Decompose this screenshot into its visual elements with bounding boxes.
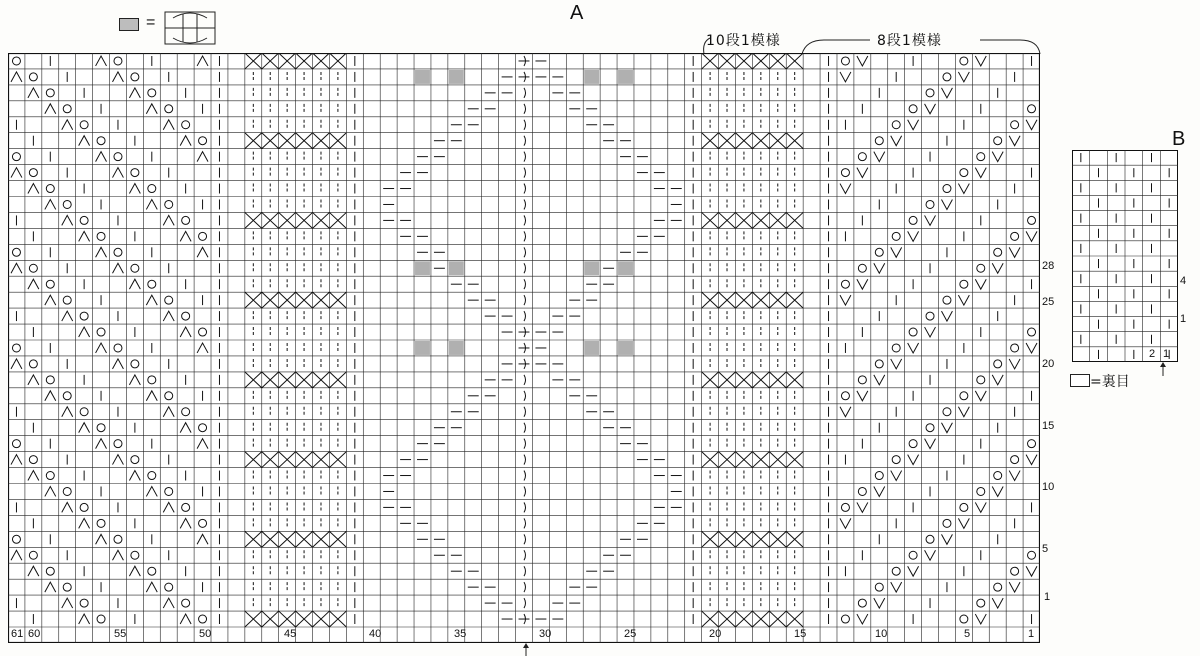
chart-a-label: A [570, 2, 584, 24]
stitch-number: 50 [199, 628, 212, 640]
gray-stitch-cell [449, 70, 464, 84]
row-number: 10 [1042, 481, 1055, 493]
chart-b-label: B [1172, 128, 1186, 150]
stitch-number: 1 [1028, 628, 1035, 640]
chart-b-row-number: 1 [1180, 313, 1187, 325]
stitch-number: 40 [369, 628, 382, 640]
chart-b-stitch-number: 1 [1163, 348, 1170, 360]
chart-b-row-number: 4 [1180, 275, 1187, 287]
cable-symbol-icon [163, 8, 217, 48]
chart-a-row-numbers [1040, 53, 1060, 643]
gray-stitch-cell [449, 341, 464, 355]
gray-stitch-cell [584, 341, 599, 355]
gray-stitch-cell [584, 70, 599, 84]
repeat-8-label: 8段1模様 [877, 33, 942, 49]
stitch-number: 61 [11, 628, 24, 640]
stitch-number: 60 [28, 628, 41, 640]
gray-stitch-cell [415, 70, 430, 84]
gray-stitch-cell [618, 341, 633, 355]
chart-b-stitch-number: 2 [1149, 348, 1156, 360]
stitch-number: 20 [709, 628, 722, 640]
stitch-number: 5 [964, 628, 971, 640]
stitch-number: 10 [875, 628, 888, 640]
gray-stitch-cell [449, 261, 464, 275]
stitch-number: 15 [794, 628, 807, 640]
gray-stitch-cell [584, 261, 599, 275]
chart-b-gridlines [1072, 150, 1178, 362]
gray-stitch-cell [415, 341, 430, 355]
chart-b-grid [1072, 150, 1178, 362]
chart-a-grid [8, 53, 1040, 643]
stitch-number: 55 [114, 628, 127, 640]
gray-stitch-swatch [119, 18, 139, 31]
chart-a-stitch-numbers [8, 627, 1040, 643]
row-number: 1 [1044, 591, 1051, 603]
legend-equals: = [146, 14, 156, 31]
row-number: 15 [1042, 420, 1055, 432]
stitch-number: 25 [624, 628, 637, 640]
gray-stitch-cell [415, 261, 430, 275]
purl-swatch [1070, 374, 1090, 387]
stitch-number: 30 [539, 628, 552, 640]
gray-stitch-cell [618, 70, 633, 84]
gray-stitch-cell [618, 261, 633, 275]
row-number: 28 [1042, 260, 1055, 272]
start-arrow-icon [1158, 362, 1168, 376]
purl-legend-text: =裏目 [1090, 374, 1130, 390]
stitch-number: 35 [454, 628, 467, 640]
stitch-number: 45 [284, 628, 297, 640]
row-number: 25 [1042, 296, 1055, 308]
row-number: 5 [1042, 543, 1049, 555]
repeat-10-label: 10段1模様 [706, 33, 781, 49]
start-arrow-icon [521, 643, 531, 656]
row-number: 20 [1042, 358, 1055, 370]
